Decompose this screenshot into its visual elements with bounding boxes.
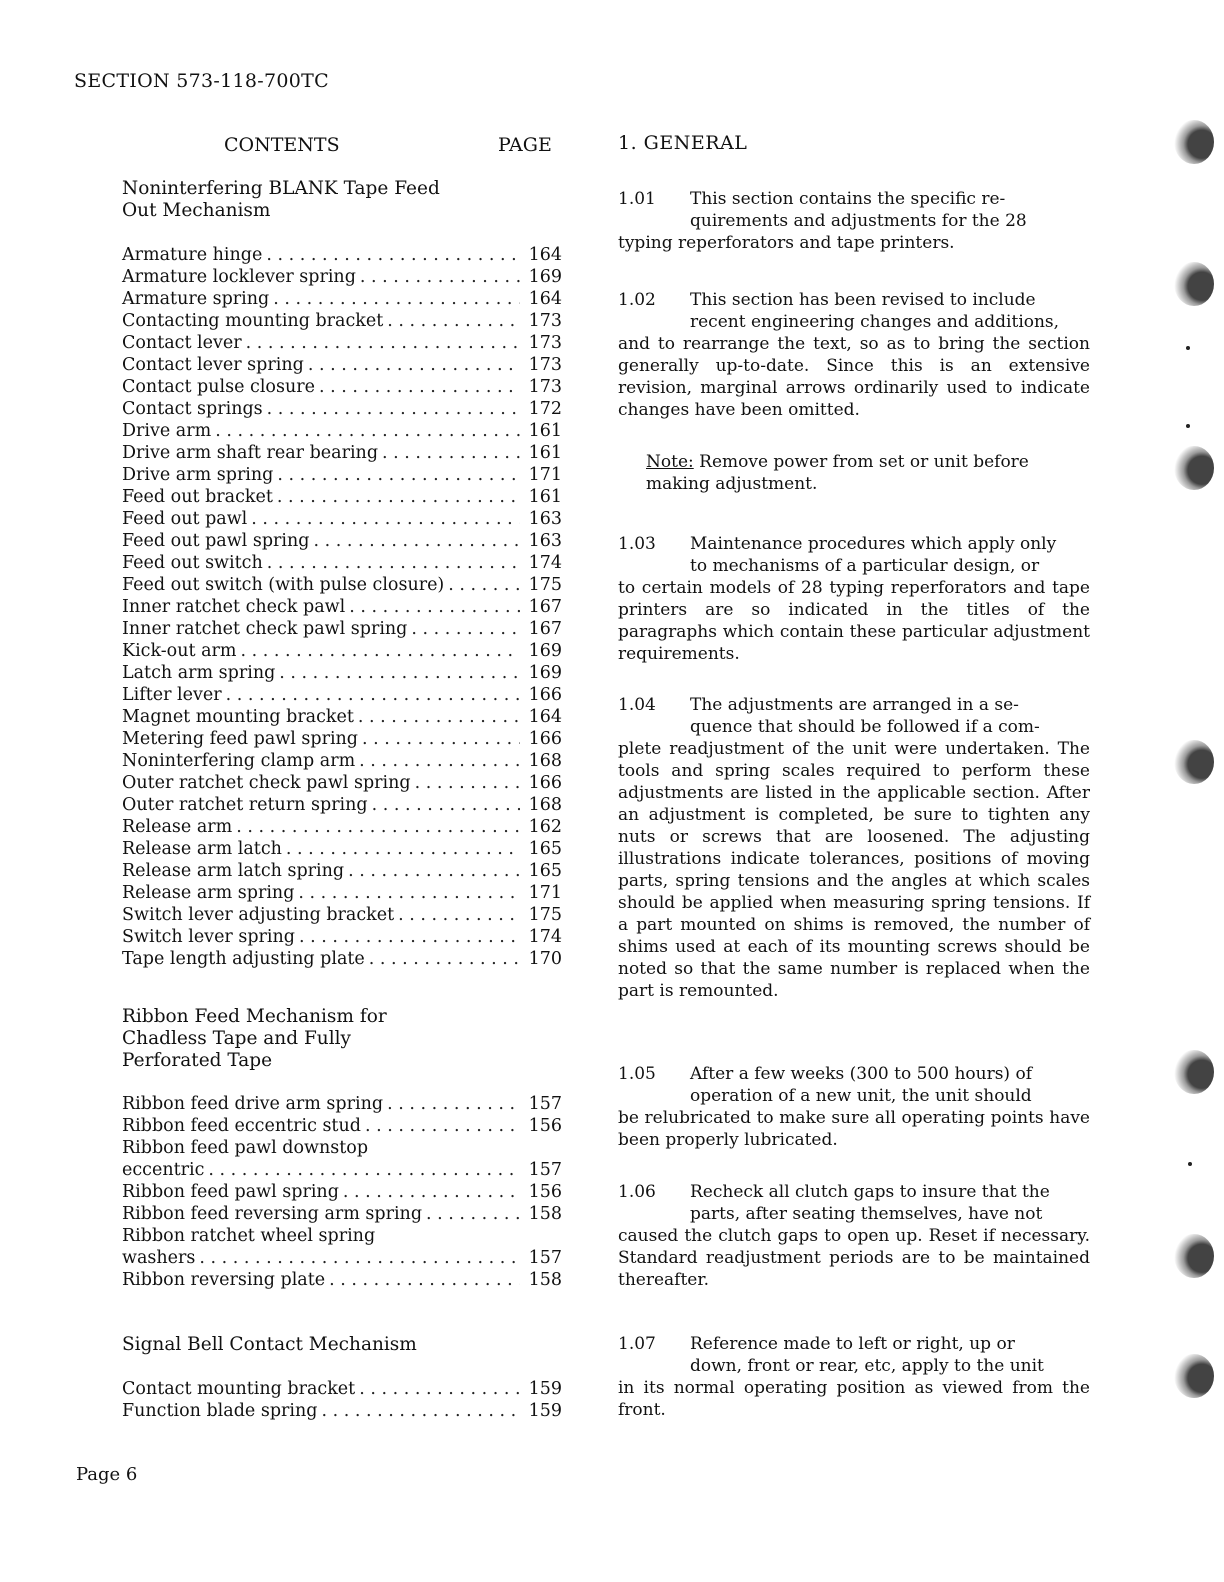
toc-entry [122, 530, 562, 552]
toc-entry [122, 332, 562, 354]
toc-entry [122, 266, 562, 288]
general-heading: 1. GENERAL [618, 132, 748, 154]
toc-leader-dots [286, 838, 520, 860]
toc-leader-dots [365, 1115, 520, 1137]
toc-entry-label: Contact springs [122, 399, 263, 419]
toc-leader-dots [359, 750, 520, 772]
toc-entry [122, 772, 562, 794]
toc-entry-page: 168 [528, 751, 562, 771]
toc-entry-label: Tape length adjusting plate [122, 949, 365, 969]
toc-entry [122, 816, 562, 838]
toc-entry-label: Feed out pawl spring [122, 531, 310, 551]
toc-entry-label: Drive arm [122, 421, 212, 441]
paragraph-first-line: Recheck all clutch gaps to insure that the [690, 1182, 1050, 1202]
toc-entry-label: Feed out switch (with pulse closure) [122, 575, 445, 595]
toc-leader-dots [426, 1203, 520, 1225]
paragraph-body: plete readjustment of the unit were undertaken. The tools and spring scales required to perform these adjustments are listed in the applicable section. After an adjustment is completed, be sure to tighten any nuts or screws that are loosened. The adjusting illustrations indicate tolerances, positions of moving parts, spring tensions and the angles at which scales should be applied when measuring spring tensions. If a part mounted on shims is removed, the number of shims used at each of its mounting screws should be noted so that the same number is replaced when the part is remounted. [618, 739, 1090, 1001]
toc-entry-label: Inner ratchet check pawl spring [122, 619, 408, 639]
toc-entry-page: 175 [528, 575, 562, 595]
toc-entry-page: 163 [528, 509, 562, 529]
toc-entry [122, 706, 562, 728]
paragraph-1-06 [618, 1181, 1090, 1291]
paragraph-second-line: recent engineering changes and additions, [690, 312, 1060, 332]
toc-entry-page: 169 [528, 663, 562, 683]
toc-leader-dots [362, 728, 520, 750]
toc-entry-label: Magnet mounting bracket [122, 707, 354, 727]
paragraph-second-line: quirements and adjustments for the 28 [690, 211, 1027, 231]
toc-leader-dots [266, 244, 520, 266]
binder-hole-icon [1174, 1050, 1214, 1094]
toc-entry [122, 244, 562, 266]
toc-entry-label: Kick-out arm [122, 641, 237, 661]
paragraph-first-line: After a few weeks (300 to 500 hours) of [690, 1064, 1032, 1084]
toc-entry-page: 159 [528, 1379, 562, 1399]
toc-entry [122, 948, 562, 970]
toc-entry-page: 157 [528, 1160, 562, 1180]
toc-entry-page: 162 [528, 817, 562, 837]
toc-leader-dots [369, 948, 520, 970]
toc-entry-page: 161 [528, 421, 562, 441]
toc-entry [122, 398, 562, 420]
toc-entry-label: washers [122, 1248, 196, 1268]
toc-group-title [122, 178, 502, 222]
toc-entry-label: Switch lever adjusting bracket [122, 905, 395, 925]
toc-leader-dots [313, 530, 520, 552]
toc-entry [122, 596, 562, 618]
toc-entry-page: 169 [528, 267, 562, 287]
toc-entry-page: 172 [528, 399, 562, 419]
paragraph-second-line: to mechanisms of a particular design, or [690, 556, 1040, 576]
toc-group-title [122, 1006, 502, 1072]
toc-entry [122, 442, 562, 464]
toc-entry-label: Noninterfering clamp arm [122, 751, 356, 771]
toc-leader-dots [398, 904, 520, 926]
toc-entry-label: eccentric [122, 1160, 205, 1180]
toc-entry-label: Ribbon feed pawl downstop [122, 1138, 369, 1158]
toc-entry [122, 1400, 562, 1422]
toc-entry [122, 926, 562, 948]
toc-entry-label: Contact lever spring [122, 355, 304, 375]
scan-speck [1186, 424, 1190, 428]
toc-entry-label: Contacting mounting bracket [122, 311, 384, 331]
note [646, 451, 1090, 495]
toc-entry-label: Latch arm spring [122, 663, 276, 683]
paragraph-body: in its normal operating position as viewed from the front. [618, 1378, 1090, 1420]
paragraph-first-line: The adjustments are arranged in a se- [690, 695, 1019, 715]
binder-hole-icon [1174, 262, 1214, 306]
toc-entry [122, 728, 562, 750]
paragraph-body: to certain models of 28 typing reperforators and tape printers are so indicated in the titles of the paragraphs which contain these particular adjustment requirements. [618, 578, 1090, 664]
toc-entry-page: 171 [528, 883, 562, 903]
toc-entry-label: Inner ratchet check pawl [122, 597, 346, 617]
toc-entry [122, 1269, 562, 1291]
toc-leader-dots [215, 420, 520, 442]
toc-entry-page: 164 [528, 245, 562, 265]
toc-entry [122, 420, 562, 442]
toc-leader-dots [360, 266, 520, 288]
toc-entry-page: 173 [528, 355, 562, 375]
page-column-heading: PAGE [498, 134, 552, 156]
toc-entry [122, 640, 562, 662]
toc-entry [122, 684, 562, 706]
toc-entry [122, 662, 562, 684]
toc-entry-label: Feed out switch [122, 553, 263, 573]
toc-entry-label: Switch lever spring [122, 927, 295, 947]
binder-hole-icon [1174, 446, 1214, 490]
toc-entry-label: Metering feed pawl spring [122, 729, 359, 749]
toc-list [122, 244, 562, 970]
toc-leader-dots [236, 816, 520, 838]
paragraph-1-01 [618, 188, 1090, 254]
toc-entry [122, 618, 562, 640]
toc-entry [122, 1225, 562, 1247]
toc-entry-label: Ribbon feed pawl spring [122, 1182, 339, 1202]
toc-entry-page: 165 [528, 839, 562, 859]
toc-group-title-line: Signal Bell Contact Mechanism [122, 1334, 417, 1355]
toc-entry [122, 1093, 562, 1115]
toc-entry-page: 166 [528, 685, 562, 705]
toc-entry-label: Contact lever [122, 333, 242, 353]
paragraph-body: and to rearrange the text, so as to bring the section generally up-to-date. Since this is an extensive revision, marginal arrows ordinarily used to indicate changes have been omitted. [618, 334, 1090, 420]
toc-leader-dots [382, 442, 520, 464]
paragraph-second-line: parts, after seating themselves, have not [690, 1204, 1043, 1224]
toc-leader-dots [448, 574, 520, 596]
toc-entry-label: Ribbon ratchet wheel spring [122, 1226, 376, 1246]
toc-entry [122, 310, 562, 332]
toc-entry-label: Release arm [122, 817, 233, 837]
toc-leader-dots [348, 860, 520, 882]
toc-entry-label: Feed out bracket [122, 487, 273, 507]
toc-group-title-line: Ribbon Feed Mechanism for [122, 1006, 387, 1027]
toc-entry-label: Release arm latch spring [122, 861, 345, 881]
toc-entry-label: Armature hinge [122, 245, 263, 265]
toc-leader-dots [226, 684, 520, 706]
toc-entry-page: 156 [528, 1182, 562, 1202]
toc-leader-dots [372, 794, 520, 816]
toc-group-title [122, 1334, 502, 1356]
toc-entry-label: Outer ratchet return spring [122, 795, 368, 815]
toc-leader-dots [267, 552, 520, 574]
toc-entry-page: 163 [528, 531, 562, 551]
toc-entry-page: 166 [528, 773, 562, 793]
paragraph-1-07 [618, 1333, 1090, 1421]
toc-entry-page: 171 [528, 465, 562, 485]
toc-entry-page: 164 [528, 707, 562, 727]
toc-entry [122, 508, 562, 530]
toc-entry-page: 170 [528, 949, 562, 969]
toc-entry [122, 1203, 562, 1225]
paragraph-number: 1.06 [618, 1182, 656, 1202]
paragraph-number: 1.04 [618, 695, 656, 715]
toc-entry-label: Drive arm spring [122, 465, 274, 485]
toc-entry-page: 159 [528, 1401, 562, 1421]
toc-entry [122, 1181, 562, 1203]
toc-entry-page: 158 [528, 1204, 562, 1224]
paragraph-body: be relubricated to make sure all operating points have been properly lubricated. [618, 1108, 1090, 1150]
toc-leader-dots [359, 1378, 520, 1400]
toc-leader-dots [267, 398, 520, 420]
toc-leader-dots [279, 662, 520, 684]
paragraph-body: typing reperforators and tape printers. [618, 233, 955, 253]
toc-group-title-line: Chadless Tape and Fully [122, 1028, 351, 1049]
section-header: SECTION 573-118-700TC [74, 70, 329, 92]
toc-entry-page: 156 [528, 1116, 562, 1136]
toc-leader-dots [387, 1093, 520, 1115]
toc-entry-page: 174 [528, 927, 562, 947]
toc-entry-label: Outer ratchet check pawl spring [122, 773, 411, 793]
scan-speck [1186, 346, 1190, 350]
toc-entry-label: Ribbon feed eccentric stud [122, 1116, 361, 1136]
toc-entry-page: 173 [528, 377, 562, 397]
toc-entry-page: 167 [528, 619, 562, 639]
scan-speck [1188, 1162, 1192, 1166]
toc-list [122, 1093, 562, 1291]
binder-hole-icon [1174, 1354, 1214, 1398]
toc-entry-label: Contact mounting bracket [122, 1379, 356, 1399]
paragraph-1-03 [618, 533, 1090, 665]
toc-leader-dots [298, 882, 520, 904]
toc-leader-dots [358, 706, 520, 728]
toc-leader-dots [387, 310, 520, 332]
toc-entry-label: Release arm spring [122, 883, 295, 903]
binder-hole-icon [1174, 740, 1214, 784]
toc-list [122, 1378, 562, 1422]
toc-entry-page: 161 [528, 443, 562, 463]
toc-leader-dots [308, 354, 520, 376]
toc-entry-label: Lifter lever [122, 685, 222, 705]
paragraph-second-line: down, front or rear, etc, apply to the unit [690, 1356, 1044, 1376]
toc-entry [122, 574, 562, 596]
toc-entry-page: 157 [528, 1248, 562, 1268]
toc-group-title-line: Noninterfering BLANK Tape Feed [122, 178, 440, 199]
toc-leader-dots [349, 596, 520, 618]
toc-leader-dots [277, 486, 520, 508]
paragraph-1-02 [618, 289, 1090, 421]
paragraph-number: 1.05 [618, 1064, 656, 1084]
toc-group-title-line: Out Mechanism [122, 200, 271, 221]
toc-entry [122, 882, 562, 904]
toc-leader-dots [321, 1400, 520, 1422]
toc-entry-page: 158 [528, 1270, 562, 1290]
toc-entry-label: Function blade spring [122, 1401, 318, 1421]
paragraph-first-line: This section contains the specific re- [690, 189, 1006, 209]
toc-leader-dots [240, 640, 520, 662]
toc-entry-page: 169 [528, 641, 562, 661]
paragraph-first-line: Maintenance procedures which apply only [690, 534, 1057, 554]
paragraph-number: 1.07 [618, 1334, 656, 1354]
toc-entry [122, 464, 562, 486]
toc-entry [122, 376, 562, 398]
toc-entry [122, 1247, 562, 1269]
toc-entry [122, 794, 562, 816]
paragraph-second-line: operation of a new unit, the unit should [690, 1086, 1032, 1106]
toc-entry-page: 168 [528, 795, 562, 815]
toc-leader-dots [251, 508, 520, 530]
toc-entry-label: Feed out pawl [122, 509, 248, 529]
toc-entry-page: 165 [528, 861, 562, 881]
paragraph-body: caused the clutch gaps to open up. Reset if necessary. Standard readjustment periods are to be maintained thereafter. [618, 1226, 1090, 1290]
paragraph-second-line: quence that should be followed if a com- [690, 717, 1040, 737]
toc-entry-label: Drive arm shaft rear bearing [122, 443, 379, 463]
toc-entry-page: 167 [528, 597, 562, 617]
note-label: Note: [646, 452, 694, 472]
toc-leader-dots [411, 618, 520, 640]
toc-entry-page: 166 [528, 729, 562, 749]
toc-entry [122, 288, 562, 310]
toc-leader-dots [273, 288, 520, 310]
toc-entry [122, 904, 562, 926]
toc-leader-dots [199, 1247, 520, 1269]
toc-entry-page: 164 [528, 289, 562, 309]
toc-entry [122, 838, 562, 860]
toc-entry-page: 161 [528, 487, 562, 507]
toc-entry-label: Armature spring [122, 289, 270, 309]
toc-leader-dots [208, 1159, 520, 1181]
toc-leader-dots [329, 1269, 520, 1291]
paragraph-number: 1.02 [618, 290, 656, 310]
toc-entry [122, 1378, 562, 1400]
note-text: Remove power from set or unit before making adjustment. [646, 452, 1029, 494]
toc-leader-dots [277, 464, 520, 486]
binder-hole-icon [1174, 1234, 1214, 1278]
contents-heading: CONTENTS [224, 134, 340, 156]
toc-entry-label: Ribbon reversing plate [122, 1270, 326, 1290]
toc-entry [122, 1159, 562, 1181]
toc-entry-label: Ribbon feed reversing arm spring [122, 1204, 423, 1224]
toc-leader-dots [246, 332, 520, 354]
toc-leader-dots [319, 376, 520, 398]
toc-leader-dots [343, 1181, 520, 1203]
toc-leader-dots [299, 926, 520, 948]
toc-entry [122, 860, 562, 882]
toc-entry-page: 174 [528, 553, 562, 573]
toc-entry [122, 354, 562, 376]
toc-entry-page: 175 [528, 905, 562, 925]
toc-entry [122, 1115, 562, 1137]
toc-entry-label: Contact pulse closure [122, 377, 315, 397]
paragraph-first-line: This section has been revised to include [690, 290, 1036, 310]
toc-entry [122, 552, 562, 574]
toc-entry [122, 1137, 562, 1159]
toc-entry-page: 157 [528, 1094, 562, 1114]
toc-entry [122, 750, 562, 772]
toc-group-title-line: Perforated Tape [122, 1050, 273, 1071]
toc-entry-label: Armature locklever spring [122, 267, 356, 287]
paragraph-1-04 [618, 694, 1090, 1002]
paragraph-1-05 [618, 1063, 1090, 1151]
toc-leader-dots [415, 772, 520, 794]
paragraph-first-line: Reference made to left or right, up or [690, 1334, 1015, 1354]
toc-entry-label: Ribbon feed drive arm spring [122, 1094, 384, 1114]
binder-hole-icon [1174, 120, 1214, 164]
paragraph-number: 1.03 [618, 534, 656, 554]
toc-entry [122, 486, 562, 508]
toc-entry-page: 173 [528, 311, 562, 331]
page-number-footer: Page 6 [76, 1464, 138, 1485]
toc-entry-page: 173 [528, 333, 562, 353]
paragraph-number: 1.01 [618, 189, 656, 209]
toc-entry-label: Release arm latch [122, 839, 282, 859]
